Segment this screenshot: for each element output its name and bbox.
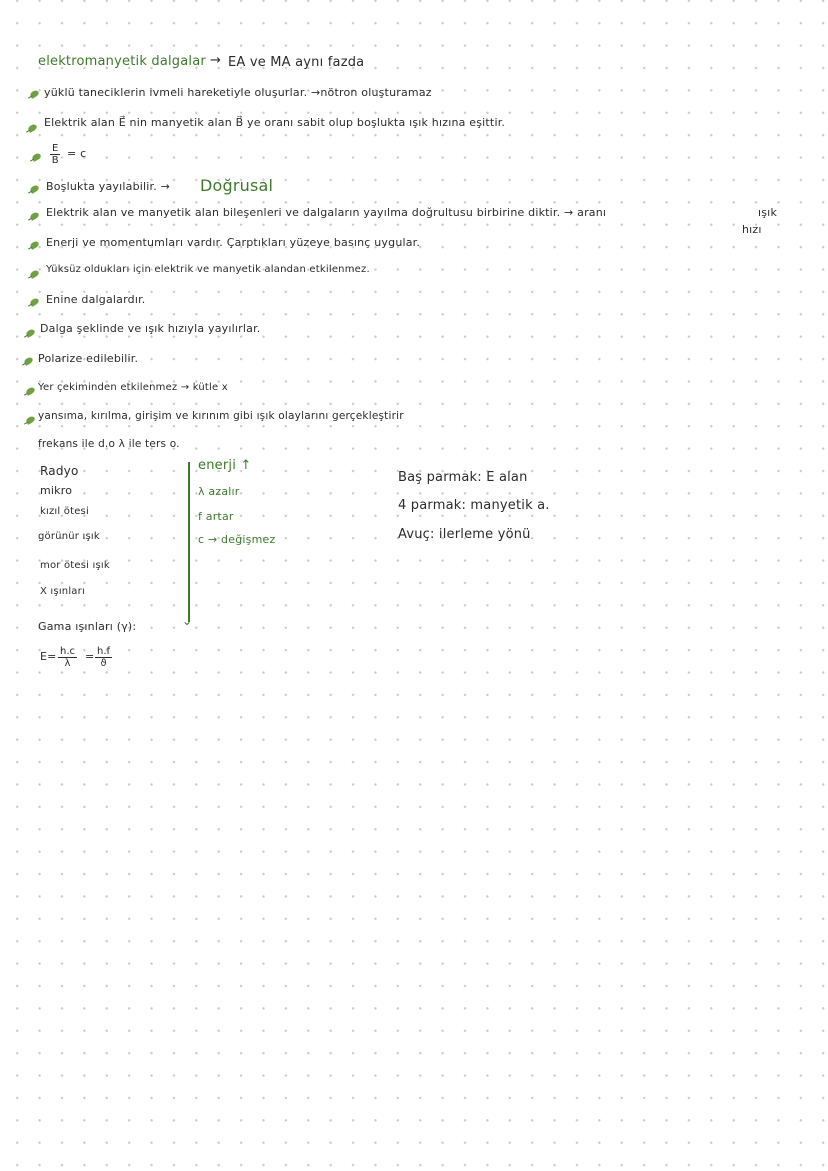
leaf-bullet-icon: [29, 297, 40, 307]
spectrum-item: Radyo: [40, 464, 79, 478]
hand-rule-thumb: Baş parmak: E alan: [398, 470, 528, 485]
frequency-note: frekans ile d.o λ ile ters o.: [38, 438, 180, 450]
note-line-1: yüklü taneciklerin ivmeli hareketiyle oluşurlar. →nötron oluşturamaz: [44, 86, 432, 99]
leaf-bullet-icon: [29, 184, 40, 194]
leaf-bullet-icon: [25, 415, 36, 425]
formula-energy-lhs: E=: [40, 650, 57, 663]
hand-rule-palm: Avuç: ilerleme yönü: [398, 527, 531, 542]
hizi-label: hızı: [742, 223, 762, 236]
formula-hf-over-nu: $\frac{h.f}{ϑ}$: [97, 646, 111, 669]
leaf-bullet-icon: [29, 211, 40, 221]
leaf-bullet-icon: [27, 123, 38, 133]
formula-mid-equals: =: [85, 650, 95, 663]
formula-e-over-b: $\frac{E}{B}$: [51, 143, 59, 166]
spectrum-item: kızıl ötesi: [40, 506, 89, 517]
leaf-bullet-icon: [29, 240, 40, 250]
note-line-9: Polarize edilebilir.: [38, 352, 139, 365]
trend-item: c → değişmez: [198, 533, 276, 546]
leaf-bullet-icon: [25, 386, 36, 396]
leaf-bullet-icon: [31, 152, 42, 162]
trend-item: λ azalır: [198, 485, 240, 498]
note-line-5: Enerji ve momentumları vardır. Çarptıkları yüzeye basınç uygular.: [46, 236, 421, 249]
formula-hc-over-lambda: $\frac{h.c}{\lambda}$: [60, 646, 76, 669]
note-line-6: Yüksüz oldukları için elektrik ve manyetik alandan etkilenmez.: [46, 264, 370, 275]
note-line-2: Elektrik alan E⃗ nin manyetik alan B⃗ ye oranı sabit olup boşlukta ışık hızına eşittir.: [44, 116, 506, 129]
isik-label: ışık: [758, 206, 778, 219]
hand-rule-fingers: 4 parmak: manyetik a.: [398, 498, 550, 513]
note-line-8: Dalga şeklinde ve ışık hızıyla yayılırlar.: [40, 322, 261, 335]
trend-item: f artar: [198, 510, 234, 523]
spectrum-item: mikro: [40, 484, 73, 497]
note-line-3: Boşlukta yayılabilir. →: [46, 180, 171, 193]
spectrum-item: Gama ışınları (γ):: [38, 620, 137, 633]
leaf-bullet-icon: [25, 328, 36, 338]
note-line-4: Elektrik alan ve manyetik alan bileşenleri ve dalgaların yayılma doğrultusu birbirine diktir. → aranı: [46, 206, 607, 219]
title-note: EA ve MA aynı fazda: [228, 55, 365, 70]
trend-item: enerji ↑: [198, 458, 252, 473]
trend-arrow-line: [188, 462, 190, 622]
leaf-bullet-icon: [29, 269, 40, 279]
spectrum-item: görünür ışık: [38, 531, 100, 542]
note-line-10: Yer çekiminden etkilenmez → kütle x: [38, 382, 228, 393]
formula-equals-c: = c: [67, 147, 87, 160]
title-arrow: →: [210, 53, 222, 68]
leaf-bullet-icon: [23, 356, 34, 366]
leaf-bullet-icon: [29, 89, 40, 99]
spectrum-item: mor ötesi ışık: [40, 560, 110, 571]
page-title: elektromanyetik dalgalar: [38, 54, 206, 69]
trend-arrow-down-icon: ⌄: [182, 614, 193, 628]
dogrusal-label: Doğrusal: [200, 176, 274, 195]
note-line-7: Enine dalgalardır.: [46, 293, 146, 306]
spectrum-item: X ışınları: [40, 586, 85, 597]
note-line-11: yansıma, kırılma, girişim ve kırınım gibi ışık olaylarını gerçekleştirir: [38, 410, 404, 422]
